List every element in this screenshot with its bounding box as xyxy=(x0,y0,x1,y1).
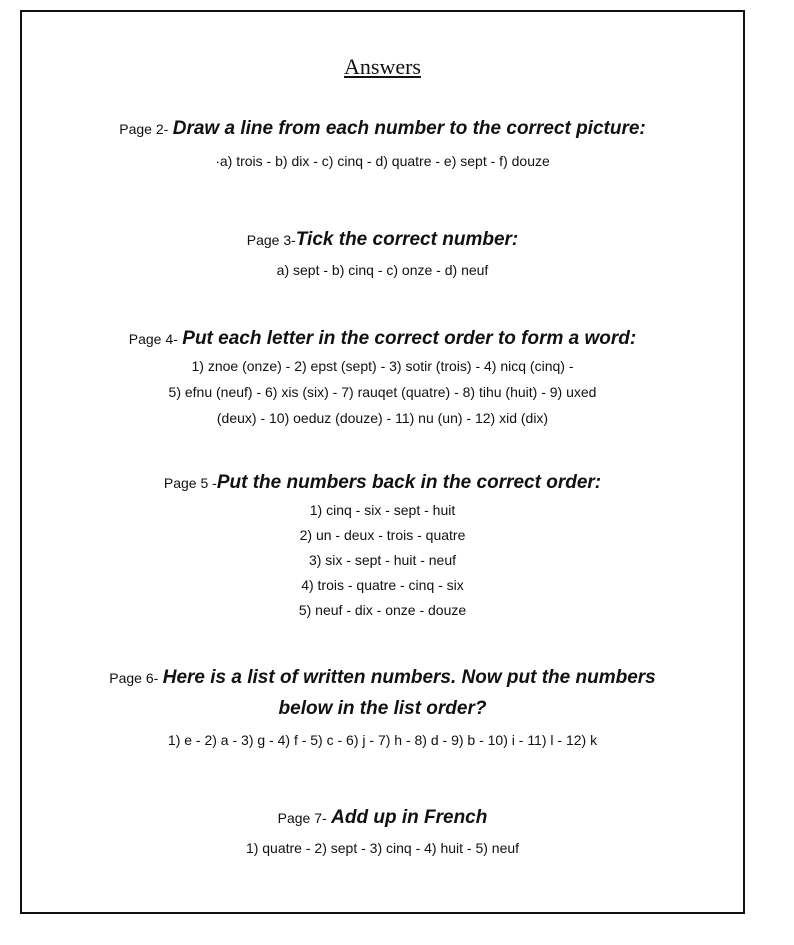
answer-line: 1) cinq - six - sept - huit xyxy=(309,502,456,518)
answer-line: 1) quatre - 2) sept - 3) cinq - 4) huit - 5) neuf xyxy=(245,840,520,856)
question-continued: below in the list order? xyxy=(278,698,487,719)
answer-line: a) sept - b) cinq - c) onze - d) neuf xyxy=(276,262,489,278)
section-heading-page-6 xyxy=(20,668,745,687)
answer-line: (deux) - 10) oeduz (douze) - 11) nu (un) - 12) xid (dix) xyxy=(216,410,549,426)
answer-line: 1) e - 2) a - 3) g - 4) f - 5) c - 6) j - 7) h - 8) d - 9) b - 10) i - 11) l - 12) k xyxy=(167,732,598,748)
answer-line: 3) six - sept - huit - neuf xyxy=(308,552,457,568)
section-heading-page-2 xyxy=(20,119,745,138)
answer-line: 5) efnu (neuf) - 6) xis (six) - 7) rauqet (quatre) - 8) tihu (huit) - 9) uxed xyxy=(168,384,597,400)
page-border xyxy=(20,10,745,914)
question: Put the numbers back in the correct order: xyxy=(216,472,602,493)
section-heading-page-3 xyxy=(20,230,745,249)
section-heading-page-6-cont xyxy=(20,699,745,718)
page-label: Page 2- xyxy=(119,121,169,137)
page-label: Page 7- xyxy=(277,810,327,826)
answer-line: 4) trois - quatre - cinq - six xyxy=(301,577,464,593)
question: Tick the correct number: xyxy=(295,229,519,250)
section-heading-page-4 xyxy=(20,329,745,348)
page-label: Page 6- xyxy=(109,670,159,686)
question: Put each letter in the correct order to form a word: xyxy=(182,328,637,349)
answer-line: ·a) trois - b) dix - c) cinq - d) quatre - e) sept - f) douze xyxy=(215,153,550,169)
section-heading-page-7 xyxy=(20,808,745,827)
answer-line: 2) un - deux - trois - quatre xyxy=(299,527,466,543)
page-label: Page 5 - xyxy=(163,475,217,491)
answer-line: 5) neuf - dix - onze - douze xyxy=(298,602,467,618)
question: Here is a list of written numbers. Now put the numbers xyxy=(162,667,656,688)
page-title: Answers xyxy=(344,54,421,79)
answer-line: 1) znoe (onze) - 2) epst (sept) - 3) sotir (trois) - 4) nicq (cinq) - xyxy=(191,358,574,374)
question: Draw a line from each number to the correct picture: xyxy=(172,118,646,139)
section-heading-page-5 xyxy=(20,473,745,492)
question: Add up in French xyxy=(331,807,488,828)
page-label: Page 4- xyxy=(128,331,178,347)
page-label: Page 3- xyxy=(246,232,296,248)
